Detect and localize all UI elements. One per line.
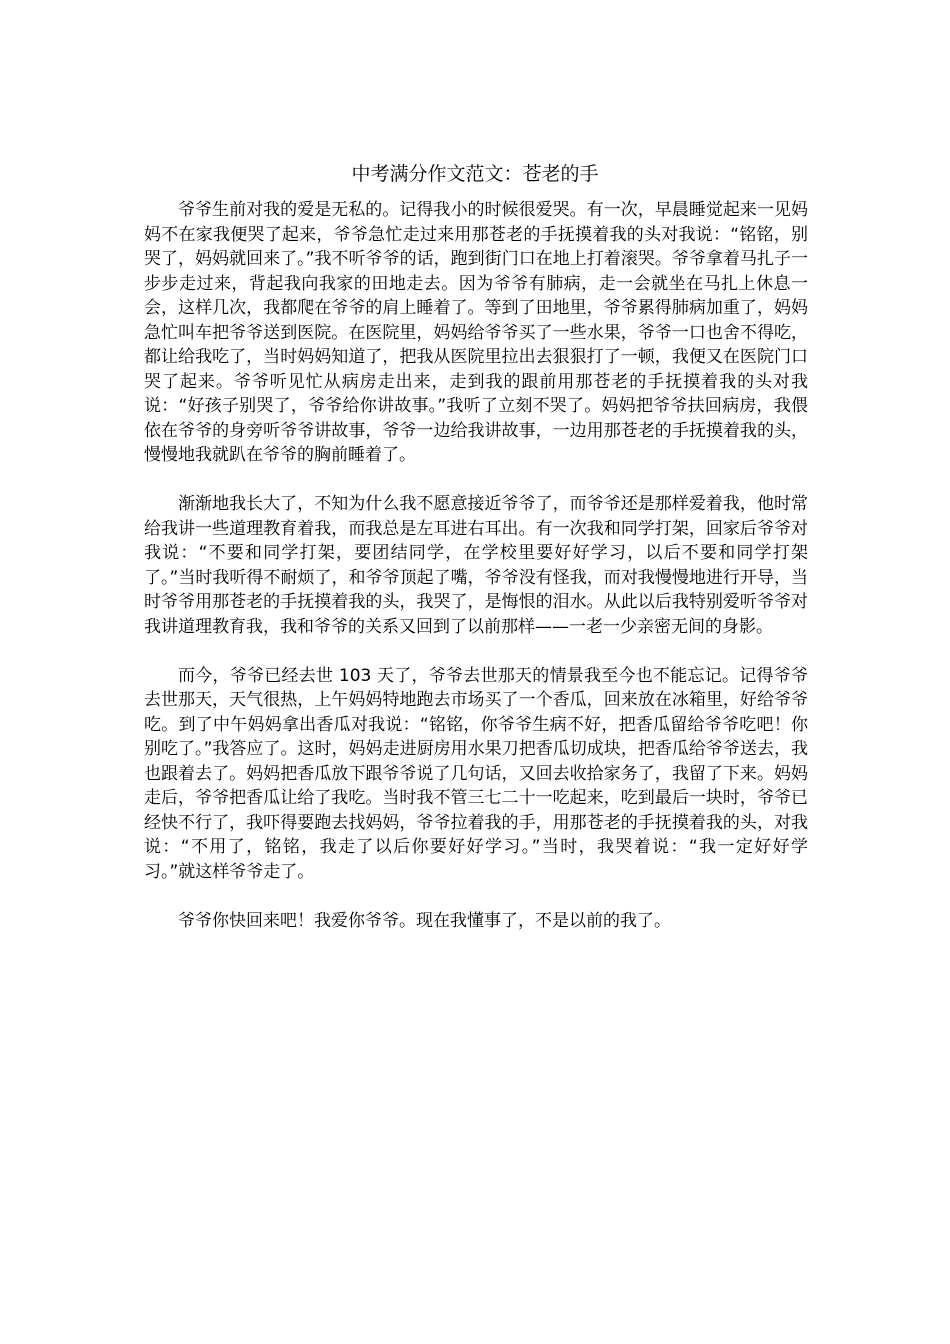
paragraph-4: 爷爷你快回来吧！我爱你爷爷。现在我懂事了，不是以前的我了。 [178,910,671,931]
document-title: 中考满分作文范文：苍老的手 [351,163,599,185]
paragraph-2: 渐渐地我长大了，不知为什么我不愿意接近爷爷了，而爷爷还是那样爱着我，他时常给我讲一些道理教育着我，而我总是左耳进右耳出。有一次我和同学打架，回家后爷爷对我说：“不要和同学打架，要团结同学，在学校里要好好学习，以后不要和同学打架了。”当时我听得不耐烦了，和爷爷顶起了嘴，爷爷没有怪我，而对我慢慢地进行开导，当时爷爷用那苍老的手抚摸着我的头，我哭了，是悔恨的泪水。从此以后我特别爱听爷爷对我讲道理教育我，我和爷爷的关系又回到了以前那样——一老一少亲密无间的身影。 [144,494,808,637]
paragraph-1: 爷爷生前对我的爱是无私的。记得我小的时候很爱哭。有一次，早晨睡觉起来一见妈妈不在家我便哭了起来，爷爷急忙走过来用那苍老的手抚摸着我的头对我说：“铭铭，别哭了，妈妈就回来了。”我不听爷爷的话，跑到街门口在地上打着滚哭。爷爷拿着马扎子一步步走过来，背起我向我家的田地走去。因为爷爷有肺病，走一会就坐在马扎上休息一会，这样几次，我都爬在爷爷的肩上睡着了。等到了田地里，爷爷累得肺病加重了，妈妈急忙叫车把爷爷送到医院。在医院里，妈妈给爷爷买了一些水果，爷爷一口也舍不得吃，都让给我吃了，当时妈妈知道了，把我从医院里拉出去狠狠打了一顿，我便又在医院门口哭了起来。爷爷听见忙从病房走出来，走到我的跟前用那苍老的手抚摸着我的头对我说：“好孩子别哭了，爷爷给你讲故事。”我听了立刻不哭了。妈妈把爷爷扶回病房，我偎依在爷爷的身旁听爷爷讲故事，爷爷一边给我讲故事，一边用那苍老的手抚摸着我的头，慢慢地我就趴在爷爷的胸前睡着了。 [144,200,808,465]
document-body [144,198,808,958]
paragraph-3: 而今，爷爷已经去世 103 天了，爷爷去世那天的情景我至今也不能忘记。记得爷爷去世那天，天气很热，上午妈妈特地跑去市场买了一个香瓜，回来放在冰箱里，好给爷爷吃。到了中午妈妈拿出香瓜对我说：“铭铭，你爷爷生病不好，把香瓜留给爷爷吃吧！你别吃了。”我答应了。这时，妈妈走进厨房用水果刀把香瓜切成块，把香瓜给爷爷送去，我也跟着去了。妈妈把香瓜放下跟爷爷说了几句话，又回去收拾家务了，我留了下来。妈妈走后，爷爷把香瓜让给了我吃。当时我不管三七二十一吃起来，吃到最后一块时，爷爷已经快不行了，我吓得要跑去找妈妈，爷爷拉着我的手，用那苍老的手抚摸着我的头，对我说：“不用了，铭铭，我走了以后你要好好学习。”当时，我哭着说：“我一定好好学习。”就这样爷爷走了。 [144,665,808,882]
